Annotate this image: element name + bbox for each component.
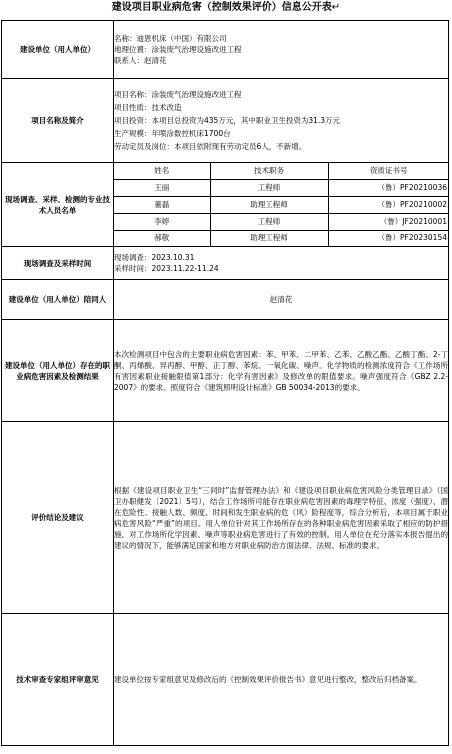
staff-header-name: 姓名 [114, 163, 210, 179]
staff-content [114, 163, 449, 247]
staff-cert: （鲁）PF20210036 [328, 179, 449, 196]
project-nature: 项目性质：技术改造 [114, 103, 182, 112]
staff-cert: （鲁）PF20210002 [328, 196, 449, 213]
expert-text: 建设单位按专家组意见及修改后的《控制效果评价报告书》意见进行整改，整改后归档备案。 [114, 614, 449, 746]
project-name: 项目名称：涂装废气治理设施改进工程 [114, 90, 242, 99]
staff-table [114, 163, 449, 246]
expert-label: 技术审查专家组评审意见 [2, 614, 114, 746]
page-title: 建设项目职业病危害（控制效果评价）信息公开表↵ [111, 2, 341, 13]
project-investment: 项目投资：本项目总投资为435万元，其中职业卫生投资为31.3万元 [114, 116, 341, 125]
disclosure-table [1, 20, 449, 746]
survey-content [114, 247, 449, 280]
staff-title: 工程师 [210, 179, 328, 196]
staff-name: 董磊 [114, 196, 210, 213]
staff-header-title: 技术职务 [210, 163, 328, 179]
conclusion-label: 评价结论及建议 [2, 422, 114, 614]
staff-header-cert: 资质证书号 [328, 163, 449, 179]
companion-label: 建设单位（用人单位）陪同人 [2, 280, 114, 320]
staff-name: 王丽 [114, 179, 210, 196]
staff-row [2, 163, 449, 247]
hazards-label: 建设单位（用人单位）存在的职业病危害因素及检测结果 [2, 320, 114, 422]
staff-cert: （鲁）JF20210001 [328, 213, 449, 230]
cursor-mark-icon: ↵ [331, 2, 341, 13]
project-content [114, 79, 449, 163]
unit-contact: 联系人：赵清花 [114, 56, 167, 65]
staff-row-3 [114, 213, 449, 230]
hazards-text: 本次检测项目中包含的主要职业病危害因素：苯、甲苯、二甲苯、乙苯、乙酸乙酯、乙酸丁酯、2-丁酮、丙烯酸、异丙醇、甲醇、正丁醇、苯烷、一氧化碳、噪声。化学物质的检测浓度符合《工作场所有害因素职业接触限值第1部分：化学有害因素》及修改单的限值要求。噪声强度符合《GBZ 2.2-2007》的要求。照度符合《建筑照明设计标准》GB 50034-2013的要求。 [114, 320, 449, 422]
project-row [2, 79, 449, 163]
unit-location: 地理位置：涂装废气治理设施改进工程 [114, 45, 242, 54]
expert-row [2, 614, 449, 746]
companion-value: 赵清花 [114, 280, 449, 320]
staff-title: 助理工程师 [210, 196, 328, 213]
companion-row [2, 280, 449, 320]
staff-title: 助理工程师 [210, 230, 328, 246]
staff-label: 现场调查、采样、检测的专业技术人员名单 [2, 163, 114, 247]
project-scale: 生产规模：年喷涂数控机床1700台 [114, 129, 231, 138]
project-label: 项目名称及简介 [2, 79, 114, 163]
survey-label: 现场调查及采样时间 [2, 247, 114, 280]
unit-content [114, 21, 449, 79]
unit-row [2, 21, 449, 79]
unit-name: 名称：迪恩机床（中国）有限公司 [114, 34, 227, 43]
unit-label: 建设单位（用人单位） [2, 21, 114, 79]
survey-row [2, 247, 449, 280]
project-staffing: 劳动定员及岗位：本项目依附现有劳动定员6人，不新增。 [114, 142, 307, 151]
staff-name: 郝敬 [114, 230, 210, 246]
staff-cert: （鲁）PF20230154 [328, 230, 449, 246]
staff-name: 李婷 [114, 213, 210, 230]
conclusion-row [2, 422, 449, 614]
staff-row-1 [114, 179, 449, 196]
staff-row-4 [114, 230, 449, 246]
staff-header-row [114, 163, 449, 179]
sampling-date: 采样时间：2023.11.22-11.24 [114, 264, 219, 273]
survey-date: 现场调查：2023.10.31 [114, 253, 195, 262]
hazards-row [2, 320, 449, 422]
staff-title: 工程师 [210, 213, 328, 230]
conclusion-text: 根据《建设项目职业卫生“三同时”监督管理办法》和《建设项目职业病危害风险分类管理目录》（国卫办职健发〔2021〕5号），结合工作场所可能存在职业病危害因素的毒理学特征、浓度（强度）、潜在危险性、接触人数、频度、时间和发生职业病的危（风）险程度等，综合分析后，本项目属于职业病危害风险“严重”的项目。用人单位针对其工作场所存在的各种职业病危害因素采取了相应的防护措施，对工作场所化学因素、噪声等职业病危害进行了有效的控制。用人单位在充分落实本报告提出的建议的情况下，能够满足国家和地方对职业病防治方面法律、法规、标准的要求。 [114, 422, 449, 614]
staff-row-2 [114, 196, 449, 213]
